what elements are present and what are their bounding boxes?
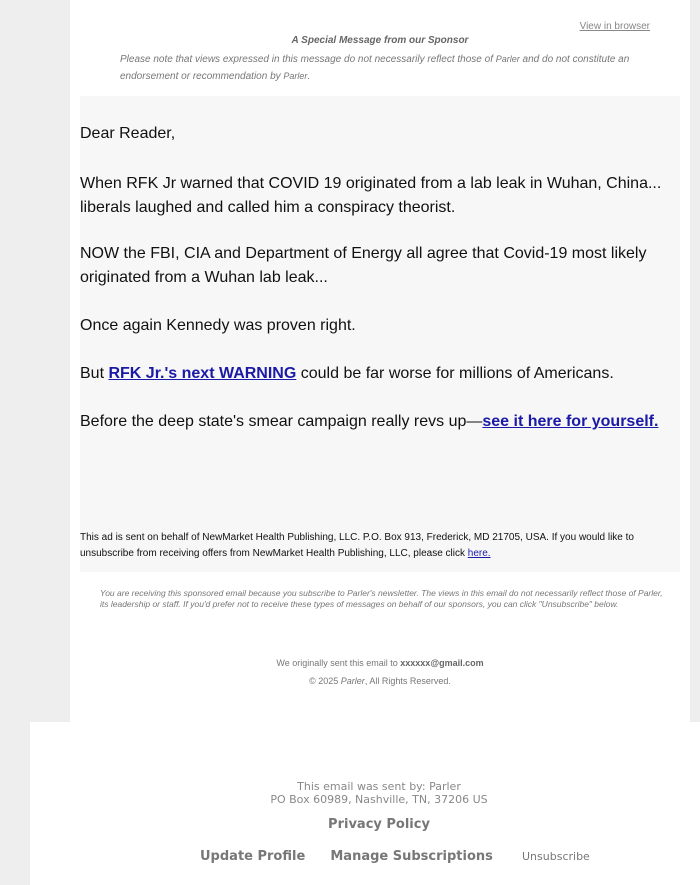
disclaimer-text: This ad is sent on behalf of NewMarket Health Publishing, LLC. P.O. Box 913, Frederick, MD 21705, USA. If you would like to unsubscribe from receiving offers from NewMarket Health Publishing, LLC, please click: [80, 532, 634, 559]
sent-to-label: We originally sent this email to: [276, 658, 401, 668]
brand-name: Parler: [495, 54, 520, 64]
footer-links: [200, 845, 590, 864]
advertiser-disclaimer: [80, 530, 678, 562]
copyright-prefix: © 2025: [309, 676, 341, 686]
see-it-here-link[interactable]: see it here for yourself.: [482, 413, 659, 430]
paragraph-text: Before the deep state's smear campaign really revs up—: [80, 413, 483, 430]
sender-address: PO Box 60989, Nashville, TN, 37206 US: [270, 793, 488, 806]
paragraph-text: But: [80, 365, 109, 382]
copyright: [70, 676, 690, 686]
paragraph-agencies: NOW the FBI, CIA and Department of Energy all agree that Covid-19 most likely originated from a Wuhan lab leak...: [80, 245, 647, 286]
copyright-suffix: , All Rights Reserved.: [364, 676, 451, 686]
unsubscribe-link[interactable]: Unsubscribe: [522, 850, 590, 863]
sender-line: This email was sent by: Parler: [297, 780, 461, 793]
paragraph-proven-right: Once again Kennedy was proven right.: [80, 317, 356, 334]
sponsor-note: [120, 52, 640, 85]
sponsor-note-text: and do not constitute an endorsement or recommendation by: [120, 54, 630, 82]
paragraph-warning: [80, 362, 614, 386]
footer: [30, 722, 700, 885]
sponsor-note-text: Please note that views expressed in this message do not necessarily reflect those of: [120, 54, 496, 65]
message-body: [80, 96, 680, 572]
paragraph-text: could be far worse for millions of Americans.: [296, 365, 614, 382]
advertiser-unsubscribe-link[interactable]: here.: [467, 548, 491, 559]
sponsor-note-text: .: [307, 70, 311, 82]
email-card: [70, 0, 690, 722]
next-warning-link[interactable]: RFK Jr.'s next WARNING: [108, 365, 297, 382]
salutation: Dear Reader,: [80, 125, 176, 142]
sponsor-title: A Special Message from our Sponsor: [291, 35, 469, 46]
paragraph-smear-campaign: [80, 410, 658, 434]
privacy-policy-link[interactable]: Privacy Policy: [328, 817, 430, 832]
view-in-browser-link[interactable]: View in browser: [579, 21, 650, 32]
footer-sender-info: [30, 780, 700, 806]
recipient-email: xxxxxx@gmail.com: [400, 658, 484, 668]
sponsored-email-notice: You are receiving this sponsored email because you subscribe to Parler's newsletter. The views in this email do not necessarily reflect those of Parler, its leadership or staff. If you'd prefer not to receive these types of messages on behalf of our sponsors, you can click "Unsubscribe" below.: [100, 588, 663, 609]
copyright-brand: Parler: [340, 676, 365, 686]
paragraph-lab-leak: When RFK Jr warned that COVID 19 originated from a lab leak in Wuhan, China... liberals laughed and called him a conspiracy theorist.: [80, 175, 662, 216]
update-profile-link[interactable]: Update Profile: [200, 849, 306, 864]
sent-to-line: [70, 658, 690, 668]
brand-name: Parler: [283, 70, 308, 81]
manage-subscriptions-link[interactable]: Manage Subscriptions: [330, 849, 493, 864]
